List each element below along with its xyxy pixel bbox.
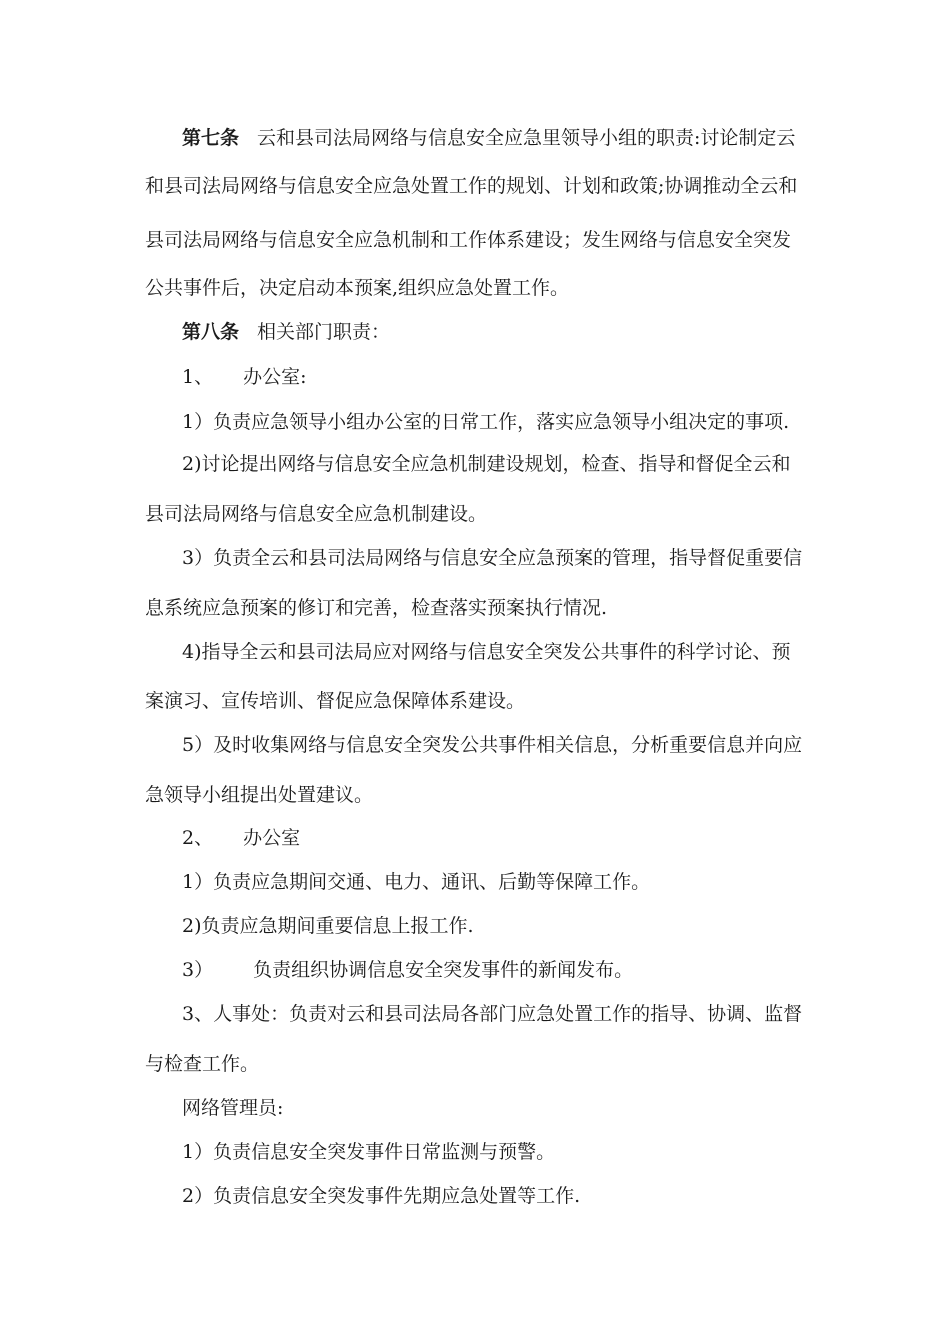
- section3-line2: 与检查工作。: [145, 1053, 260, 1075]
- section2-title: 办公室: [243, 827, 301, 849]
- section1-heading: [182, 365, 852, 389]
- section2-item3-text: 负责组织协调信息安全突发事件的新闻发布。: [253, 959, 634, 981]
- article7-line2: 和县司法局网络与信息安全应急处置工作的规划、计划和政策;协调推动全云和: [145, 175, 798, 197]
- section2-heading: [182, 826, 852, 850]
- section2-item1: 1）负责应急期间交通、电力、通讯、后勤等保障工作。: [182, 871, 651, 893]
- section1-item2-line1: 2)讨论提出网络与信息安全应急机制建设规划，检查、指导和督促全云和: [182, 453, 791, 475]
- section1-item5-line2: 急领导小组提出处置建议。: [145, 784, 374, 806]
- section1-item1: 1）负责应急领导小组办公室的日常工作，落实应急领导小组决定的事项.: [182, 411, 790, 433]
- section1-item2-line2: 县司法局网络与信息安全应急机制建设。: [145, 503, 488, 525]
- article8-text: 相关部门职责：: [257, 321, 391, 343]
- network-admin-item1: 1）负责信息安全突发事件日常监测与预警。: [182, 1141, 556, 1163]
- article8-label: 第八条: [182, 321, 240, 343]
- article7-line3: 县司法局网络与信息安全应急机制和工作体系建设；发生网络与信息安全突发: [145, 229, 792, 251]
- section2-item3-num: 3）: [182, 959, 214, 981]
- section1-title: 办公室:: [243, 366, 307, 388]
- article7-label: 第七条: [182, 127, 240, 149]
- section1-num: 1、: [182, 366, 214, 388]
- section1-item5-line1: 5）及时收集网络与信息安全突发公共事件相关信息，分析重要信息并向应: [182, 734, 803, 756]
- network-admin-title: 网络管理员:: [182, 1097, 284, 1119]
- section1-item3-line2: 息系统应急预案的修订和完善，检查落实预案执行情况.: [145, 597, 608, 619]
- section1-item4-line1: 4)指导全云和县司法局应对网络与信息安全突发公共事件的科学讨论、预: [182, 641, 791, 663]
- section3-line1: 3、人事处：负责对云和县司法局各部门应急处置工作的指导、协调、监督: [182, 1003, 803, 1025]
- section2-item3: [182, 958, 852, 982]
- section1-item4-line2: 案演习、宣传培训、督促应急保障体系建设。: [145, 690, 526, 712]
- network-admin-item2: 2）负责信息安全突发事件先期应急处置等工作.: [182, 1185, 581, 1207]
- section2-item2: 2)负责应急期间重要信息上报工作.: [182, 915, 474, 937]
- article8-line: [182, 320, 852, 344]
- article7-text: 云和县司法局网络与信息安全应急里领导小组的职责:讨论制定云: [257, 127, 796, 149]
- article7-line1: [182, 126, 852, 150]
- article7-line4: 公共事件后，决定启动本预案,组织应急处置工作。: [145, 277, 570, 299]
- section2-num: 2、: [182, 827, 214, 849]
- section1-item3-line1: 3）负责全云和县司法局网络与信息安全应急预案的管理，指导督促重要信: [182, 547, 803, 569]
